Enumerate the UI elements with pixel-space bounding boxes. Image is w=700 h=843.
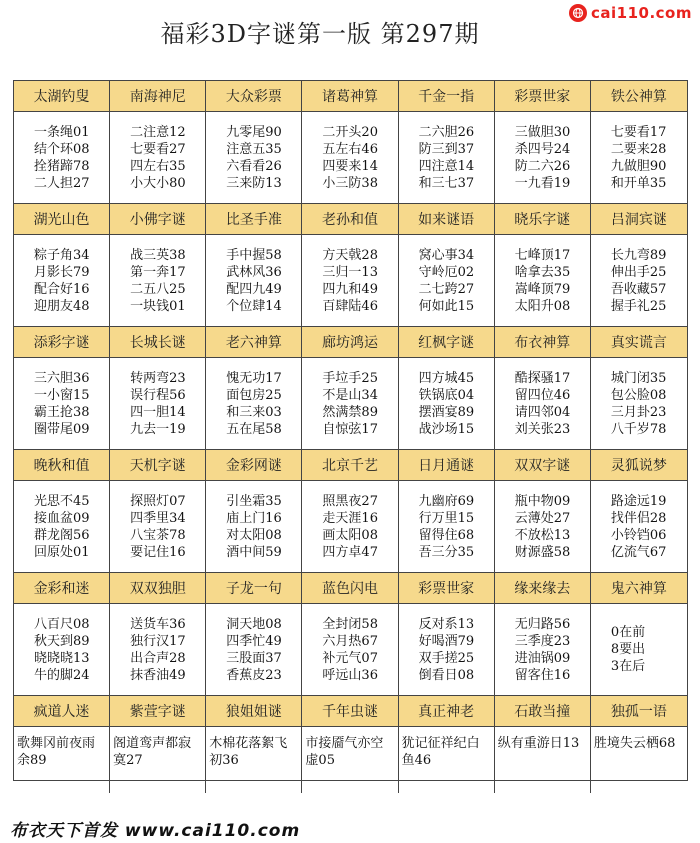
column-header: 比圣手准 bbox=[206, 204, 302, 235]
riddle-line: 小大小80 bbox=[130, 175, 186, 191]
riddle-cell bbox=[591, 358, 687, 450]
riddle-line: 小铃铛06 bbox=[610, 527, 667, 543]
riddle-line: 0在前 bbox=[610, 625, 646, 640]
column-header: 老六神算 bbox=[206, 327, 302, 358]
riddle-line: 手中握58 bbox=[226, 247, 282, 263]
riddle-cell bbox=[302, 235, 398, 327]
riddle-line: 摆酒宴89 bbox=[418, 404, 475, 420]
riddle-line: 路途远19 bbox=[610, 493, 667, 509]
riddle-line: 胜境失云栖68 bbox=[593, 736, 676, 751]
riddle-line: 配合好16 bbox=[34, 281, 90, 297]
riddle-line: 太阳升08 bbox=[514, 298, 571, 314]
riddle-cell bbox=[495, 727, 591, 793]
riddle-line: 独行汉17 bbox=[130, 633, 186, 649]
riddle-line: 九零尾90 bbox=[226, 124, 282, 140]
riddle-line: 二六胆26 bbox=[418, 124, 475, 140]
riddle-cell bbox=[206, 727, 302, 793]
riddle-line: 月影长79 bbox=[34, 264, 90, 280]
riddle-line: 送货车36 bbox=[130, 616, 186, 632]
riddle-line: 回原处01 bbox=[34, 544, 90, 560]
column-header: 南海神尼 bbox=[110, 81, 206, 112]
riddle-cell bbox=[206, 481, 302, 573]
riddle-line: 行万里15 bbox=[418, 510, 475, 526]
riddle-line: 呼远山36 bbox=[322, 667, 378, 683]
riddle-line: 注意五35 bbox=[226, 141, 282, 157]
riddle-line: 转两弯23 bbox=[130, 370, 186, 386]
column-header: 红枫字谜 bbox=[399, 327, 495, 358]
riddle-cell bbox=[399, 727, 495, 793]
riddle-line: 自惊弦17 bbox=[322, 421, 378, 437]
column-header: 日月通谜 bbox=[399, 450, 495, 481]
riddle-line: 迎朋友48 bbox=[34, 298, 90, 314]
riddle-line: 庙上门16 bbox=[226, 510, 282, 526]
riddle-line: 接血盆09 bbox=[34, 510, 90, 526]
riddle-line: 个位肆14 bbox=[226, 298, 282, 314]
riddle-cell bbox=[14, 727, 110, 793]
riddle-line: 不放松13 bbox=[514, 527, 571, 543]
riddle-line: 倒看日08 bbox=[418, 667, 475, 683]
riddle-line: 七要看17 bbox=[610, 124, 667, 140]
column-header: 灵狐说梦 bbox=[591, 450, 687, 481]
column-header: 太湖钓叟 bbox=[14, 81, 110, 112]
riddle-cell bbox=[495, 481, 591, 573]
riddle-cell bbox=[110, 604, 206, 696]
riddle-cell bbox=[302, 604, 398, 696]
column-header: 独孤一语 bbox=[591, 696, 687, 727]
riddle-cell bbox=[206, 358, 302, 450]
column-header: 真实谎言 bbox=[591, 327, 687, 358]
riddle-line: 铁锅底04 bbox=[418, 387, 475, 403]
riddle-line: 照黑夜27 bbox=[322, 493, 378, 509]
riddle-line: 三做胆30 bbox=[514, 124, 571, 140]
riddle-cell bbox=[302, 481, 398, 573]
riddle-line: 不是山34 bbox=[322, 387, 378, 403]
column-header: 晚秋和值 bbox=[14, 450, 110, 481]
riddle-line: 小三防38 bbox=[322, 175, 378, 191]
riddle-line: 三来防13 bbox=[226, 175, 282, 191]
riddle-line: 长九弯89 bbox=[610, 247, 667, 263]
riddle-line: 伸出手25 bbox=[610, 264, 667, 280]
riddle-line: 和开单35 bbox=[610, 175, 667, 191]
column-header: 缘来缘去 bbox=[495, 573, 591, 604]
column-header: 诸葛神算 bbox=[302, 81, 398, 112]
column-header: 真正神老 bbox=[399, 696, 495, 727]
column-header: 鬼六神算 bbox=[591, 573, 687, 604]
riddle-line: 请四邻04 bbox=[514, 404, 571, 420]
riddle-line: 方天戟28 bbox=[322, 247, 378, 263]
column-header: 狼姐姐谜 bbox=[206, 696, 302, 727]
riddle-cell bbox=[399, 112, 495, 204]
riddle-line: 画太阳08 bbox=[322, 527, 378, 543]
riddle-cell bbox=[399, 604, 495, 696]
riddle-line: 三六胆36 bbox=[34, 370, 90, 386]
riddle-line: 误行程56 bbox=[130, 387, 186, 403]
column-header: 金彩和迷 bbox=[14, 573, 110, 604]
riddle-cell bbox=[495, 235, 591, 327]
riddle-line: 拴猪蹄78 bbox=[34, 158, 90, 174]
riddle-cell bbox=[302, 358, 398, 450]
column-header: 吕洞宾谜 bbox=[591, 204, 687, 235]
riddle-line: 一小窗15 bbox=[34, 387, 90, 403]
riddle-cell bbox=[591, 604, 687, 696]
riddle-line: 啥拿去35 bbox=[514, 264, 571, 280]
riddle-line: 七要看27 bbox=[130, 141, 186, 157]
riddle-cell bbox=[399, 358, 495, 450]
riddle-cell bbox=[591, 481, 687, 573]
riddle-line: 圈带尾09 bbox=[34, 421, 90, 437]
riddle-line: 包公脸08 bbox=[610, 387, 667, 403]
riddle-line: 群龙阁56 bbox=[34, 527, 90, 543]
riddle-line: 握手礼25 bbox=[610, 298, 667, 314]
riddle-line: 木棉花落絮飞初36 bbox=[209, 736, 288, 768]
riddle-line: 探照灯07 bbox=[130, 493, 186, 509]
riddle-cell bbox=[14, 235, 110, 327]
riddle-line: 晓晓晓13 bbox=[34, 650, 90, 666]
column-header: 双双独胆 bbox=[110, 573, 206, 604]
riddle-line: 二五八25 bbox=[130, 281, 186, 297]
riddle-line: 四九和49 bbox=[322, 281, 378, 297]
riddle-line: 九去一19 bbox=[130, 421, 186, 437]
column-header: 如来谜语 bbox=[399, 204, 495, 235]
column-header: 疯道人迷 bbox=[14, 696, 110, 727]
riddle-line: 一九看19 bbox=[514, 175, 571, 191]
riddle-line: 战三英38 bbox=[130, 247, 186, 263]
riddle-line: 第一奔17 bbox=[130, 264, 186, 280]
riddle-line: 找伴侣28 bbox=[610, 510, 667, 526]
riddle-line: 留四位46 bbox=[514, 387, 571, 403]
column-header: 长城长谜 bbox=[110, 327, 206, 358]
riddle-line: 二人担27 bbox=[34, 175, 90, 191]
column-header: 老孙和值 bbox=[302, 204, 398, 235]
riddle-line: 酷探骚17 bbox=[514, 370, 571, 386]
column-header: 双双字谜 bbox=[495, 450, 591, 481]
column-header: 小佛字谜 bbox=[110, 204, 206, 235]
column-header: 天机字谜 bbox=[110, 450, 206, 481]
riddle-line: 二要来28 bbox=[610, 141, 667, 157]
column-header: 紫萱字谜 bbox=[110, 696, 206, 727]
riddle-line: 酒中间59 bbox=[226, 544, 282, 560]
riddle-line: 留得住68 bbox=[418, 527, 475, 543]
riddle-cell bbox=[399, 481, 495, 573]
riddle-cell bbox=[14, 604, 110, 696]
column-header: 彩票世家 bbox=[399, 573, 495, 604]
column-header: 子龙一句 bbox=[206, 573, 302, 604]
riddle-line: 云薄处27 bbox=[514, 510, 571, 526]
riddle-line: 四方城45 bbox=[418, 370, 475, 386]
riddle-line: 二七跨27 bbox=[418, 281, 475, 297]
riddle-line: 四注意14 bbox=[418, 158, 475, 174]
riddle-line: 8要出 bbox=[610, 642, 646, 657]
column-header: 添彩字谜 bbox=[14, 327, 110, 358]
riddle-line: 四要来14 bbox=[322, 158, 378, 174]
riddle-line: 三股面37 bbox=[226, 650, 282, 666]
column-header: 彩票世家 bbox=[495, 81, 591, 112]
riddle-cell bbox=[14, 481, 110, 573]
column-header: 北京千艺 bbox=[302, 450, 398, 481]
riddle-line: 犹记征祥纪白鱼46 bbox=[401, 736, 480, 768]
riddle-line: 和三来03 bbox=[226, 404, 282, 420]
riddle-line: 结个环08 bbox=[34, 141, 90, 157]
riddle-line: 对太阳08 bbox=[226, 527, 282, 543]
riddle-cell bbox=[206, 235, 302, 327]
riddle-line: 四一胆14 bbox=[130, 404, 186, 420]
riddle-line: 留客住16 bbox=[514, 667, 571, 683]
riddle-cell bbox=[110, 112, 206, 204]
riddle-line: 四左右35 bbox=[130, 158, 186, 174]
riddle-line: 财源盛58 bbox=[514, 544, 571, 560]
riddle-line: 武林风36 bbox=[226, 264, 282, 280]
riddle-line: 五左右46 bbox=[322, 141, 378, 157]
riddle-line: 三月卦23 bbox=[610, 404, 667, 420]
riddle-cell bbox=[110, 481, 206, 573]
riddle-line: 阁道鸾声都寂寞27 bbox=[113, 736, 192, 768]
riddle-line: 五在尾58 bbox=[226, 421, 282, 437]
riddle-line: 九做胆90 bbox=[610, 158, 667, 174]
riddle-line: 配四九49 bbox=[226, 281, 282, 297]
riddle-line: 八千岁78 bbox=[610, 421, 667, 437]
riddle-cell bbox=[495, 604, 591, 696]
column-header: 湖光山色 bbox=[14, 204, 110, 235]
riddle-line: 歌舞冈前夜雨余89 bbox=[17, 736, 96, 768]
riddle-line: 杀四号24 bbox=[514, 141, 571, 157]
riddle-line: 四方卓47 bbox=[322, 544, 378, 560]
riddle-line: 补元气07 bbox=[322, 650, 378, 666]
page-title: 福彩3D字谜第一版 第297期 bbox=[160, 20, 480, 48]
riddle-line: 好喝酒79 bbox=[418, 633, 475, 649]
riddle-cell bbox=[14, 112, 110, 204]
riddle-cell bbox=[399, 235, 495, 327]
footer-credit: 布衣天下首发 www.cai110.com bbox=[10, 821, 301, 841]
riddle-cell bbox=[495, 112, 591, 204]
column-header: 铁公神算 bbox=[591, 81, 687, 112]
riddle-line: 八百尺08 bbox=[34, 616, 90, 632]
riddle-cell bbox=[110, 235, 206, 327]
riddle-line: 战沙场15 bbox=[418, 421, 475, 437]
column-header: 大众彩票 bbox=[206, 81, 302, 112]
riddle-line: 霸王抢38 bbox=[34, 404, 90, 420]
riddle-line: 香蕉皮23 bbox=[226, 667, 282, 683]
riddle-line: 瓶中物09 bbox=[514, 493, 571, 509]
riddle-line: 牛的脚24 bbox=[34, 667, 90, 683]
riddle-line: 刘关张23 bbox=[514, 421, 571, 437]
riddle-line: 粽子角34 bbox=[34, 247, 90, 263]
riddle-cell bbox=[110, 727, 206, 793]
riddle-cell bbox=[495, 358, 591, 450]
riddle-line: 吾收藏57 bbox=[610, 281, 667, 297]
column-header: 布衣神算 bbox=[495, 327, 591, 358]
riddle-line: 然满禁89 bbox=[322, 404, 378, 420]
riddle-cell bbox=[206, 604, 302, 696]
logo-text: cai110.com bbox=[591, 4, 692, 22]
riddle-cell bbox=[302, 112, 398, 204]
riddle-cell bbox=[110, 358, 206, 450]
riddle-line: 秋天到89 bbox=[34, 633, 90, 649]
riddle-line: 纵有重游日13 bbox=[497, 736, 580, 751]
riddle-line: 洞天地08 bbox=[226, 616, 282, 632]
riddle-line: 六看看26 bbox=[226, 158, 282, 174]
riddle-line: 面包房25 bbox=[226, 387, 282, 403]
riddle-line: 四季忙49 bbox=[226, 633, 282, 649]
column-header: 金彩网谜 bbox=[206, 450, 302, 481]
riddle-line: 窝心事34 bbox=[418, 247, 475, 263]
riddle-line: 出合声28 bbox=[130, 650, 186, 666]
riddle-line: 六月热67 bbox=[322, 633, 378, 649]
riddle-line: 防三到37 bbox=[418, 141, 475, 157]
riddle-line: 守岭厄02 bbox=[418, 264, 475, 280]
riddle-line: 双手搓25 bbox=[418, 650, 475, 666]
riddle-line: 和三七37 bbox=[418, 175, 475, 191]
riddle-line: 亿流气67 bbox=[610, 544, 667, 560]
riddle-line: 二注意12 bbox=[130, 124, 186, 140]
riddle-line: 反对系13 bbox=[418, 616, 475, 632]
riddle-line: 市接靥气亦空虚05 bbox=[305, 736, 384, 768]
riddle-line: 手垃手25 bbox=[322, 370, 378, 386]
riddle-line: 七峰顶17 bbox=[514, 247, 571, 263]
riddle-line: 一条绳01 bbox=[34, 124, 90, 140]
riddle-cell bbox=[14, 358, 110, 450]
riddle-line: 进油锅09 bbox=[514, 650, 571, 666]
riddle-cell bbox=[302, 727, 398, 793]
riddle-cell bbox=[591, 235, 687, 327]
riddle-line: 三归一13 bbox=[322, 264, 378, 280]
riddle-line: 三季度23 bbox=[514, 633, 571, 649]
riddle-line: 抹香油49 bbox=[130, 667, 186, 683]
riddle-cell bbox=[591, 727, 687, 793]
riddle-line: 何如此15 bbox=[418, 298, 475, 314]
column-header: 蓝色闪电 bbox=[302, 573, 398, 604]
column-header: 千金一指 bbox=[399, 81, 495, 112]
column-header: 千年虫谜 bbox=[302, 696, 398, 727]
riddle-line: 九幽府69 bbox=[418, 493, 475, 509]
riddle-table bbox=[13, 80, 688, 781]
riddle-line: 要记住16 bbox=[130, 544, 186, 560]
riddle-line: 吾三分35 bbox=[418, 544, 475, 560]
riddle-line: 引坐霜35 bbox=[226, 493, 282, 509]
riddle-line: 全封闭58 bbox=[322, 616, 378, 632]
riddle-cell bbox=[206, 112, 302, 204]
column-header: 廊坊鸿运 bbox=[302, 327, 398, 358]
logo-globe-icon bbox=[569, 4, 587, 22]
column-header: 晓乐字谜 bbox=[495, 204, 591, 235]
riddle-line: 光思不45 bbox=[34, 493, 90, 509]
riddle-line: 嵩峰顶79 bbox=[514, 281, 571, 297]
riddle-line: 走天涯16 bbox=[322, 510, 378, 526]
riddle-cell bbox=[591, 112, 687, 204]
riddle-line: 城门闭35 bbox=[610, 370, 667, 386]
site-logo[interactable] bbox=[569, 2, 692, 24]
riddle-line: 一块钱01 bbox=[130, 298, 186, 314]
riddle-line: 八宝茶78 bbox=[130, 527, 186, 543]
riddle-line: 百肆陆46 bbox=[322, 298, 378, 314]
riddle-line: 愧无功17 bbox=[226, 370, 282, 386]
riddle-line: 四季里34 bbox=[130, 510, 186, 526]
riddle-line: 防二六26 bbox=[514, 158, 571, 174]
riddle-line: 二开头20 bbox=[322, 124, 378, 140]
column-header: 石敢当撞 bbox=[495, 696, 591, 727]
riddle-line: 3在后 bbox=[610, 659, 646, 674]
riddle-line: 无归路56 bbox=[514, 616, 571, 632]
